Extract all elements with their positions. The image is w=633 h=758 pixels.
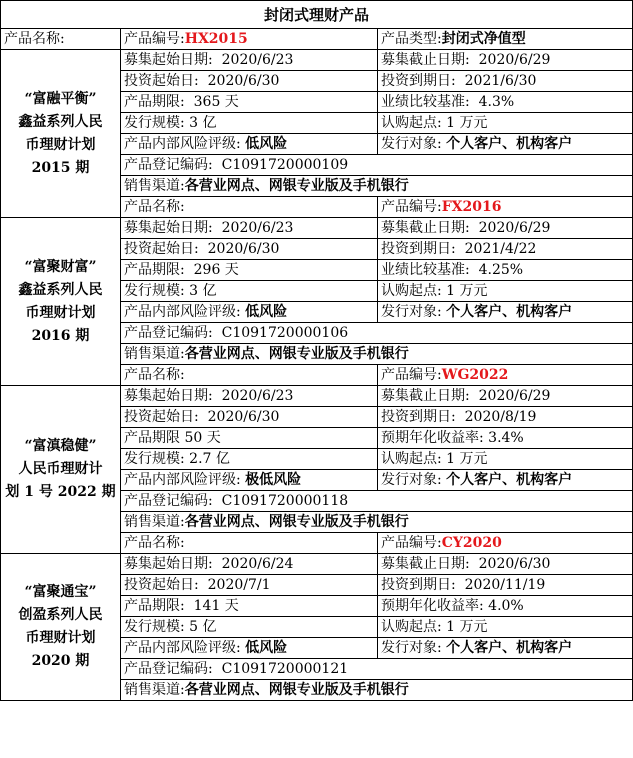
raise-start-label: 募集起始日期: xyxy=(124,52,213,68)
raise-start-date: 2020/6/23 xyxy=(221,220,294,236)
product-code-cell xyxy=(378,197,633,218)
min-purchase-value: 1 万元 xyxy=(446,115,488,131)
product-name-line: 鑫益系列人民 xyxy=(18,281,103,298)
invest-end-label: 投资到期日: xyxy=(381,577,456,593)
invest-start-date: 2020/6/30 xyxy=(207,241,280,257)
yield-label: 业绩比较基准: xyxy=(381,94,470,110)
raise-start-label: 募集起始日期: xyxy=(124,220,213,236)
channel-label: 销售渠道: xyxy=(124,346,185,362)
term-cell xyxy=(121,92,378,113)
register-code-label: 产品登记编码: xyxy=(124,325,213,341)
invest-start-cell xyxy=(121,407,378,428)
raise-end-cell xyxy=(378,554,633,575)
term-label: 产品期限: xyxy=(124,262,185,278)
product-name-line: “富融平衡” xyxy=(24,90,97,107)
register-code-value: C1091720000109 xyxy=(221,157,349,173)
scale-label: 发行规模: xyxy=(124,451,185,467)
channel-cell xyxy=(121,176,633,197)
register-code-cell xyxy=(121,659,633,680)
investors-value: 个人客户、机构客户 xyxy=(446,472,573,488)
risk-cell xyxy=(121,302,378,323)
yield-label: 业绩比较基准: xyxy=(381,262,470,278)
term-value: 141 天 xyxy=(193,598,239,614)
product-code-label: 产品编号: xyxy=(124,31,185,47)
product-name-line: “富聚财富” xyxy=(24,258,97,275)
min-purchase-label: 认购起点: xyxy=(381,115,442,131)
raise-start-cell xyxy=(121,386,378,407)
product-name xyxy=(1,554,121,701)
register-code-value: C1091720000121 xyxy=(221,661,349,677)
min-purchase-cell xyxy=(378,449,633,470)
raise-start-label: 募集起始日期: xyxy=(124,556,213,572)
raise-start-date: 2020/6/23 xyxy=(221,52,294,68)
scale-label: 发行规模: xyxy=(124,619,185,635)
risk-label: 产品内部风险评级: xyxy=(124,640,241,656)
invest-start-date: 2020/7/1 xyxy=(207,577,271,593)
register-code-cell xyxy=(121,491,633,512)
invest-start-label: 投资起始日: xyxy=(124,409,199,425)
product-name-line: 币理财计划 xyxy=(25,136,96,153)
product-type-label: 产品类型: xyxy=(381,31,442,47)
min-purchase-cell xyxy=(378,617,633,638)
title-row xyxy=(1,1,633,29)
product-name-line: 币理财计划 xyxy=(25,630,96,646)
register-code-cell xyxy=(121,323,633,344)
raise-start-cell xyxy=(121,218,378,239)
invest-start-date: 2020/6/30 xyxy=(207,409,280,425)
min-purchase-label: 认购起点: xyxy=(381,619,442,635)
yield-value: 4.0% xyxy=(488,598,524,614)
invest-end-label: 投资到期日: xyxy=(381,73,456,89)
investors-cell xyxy=(378,134,633,155)
scale-cell xyxy=(121,281,378,302)
product-detail-row xyxy=(1,386,633,407)
invest-end-cell xyxy=(378,239,633,260)
channel-value: 各营业网点、网银专业版及手机银行 xyxy=(184,346,409,362)
invest-end-date: 2021/6/30 xyxy=(464,73,537,89)
product-name xyxy=(1,386,121,554)
raise-start-date: 2020/6/24 xyxy=(221,556,294,572)
register-code-cell xyxy=(121,155,633,176)
yield-value: 3.4% xyxy=(488,430,524,446)
risk-cell xyxy=(121,134,378,155)
min-purchase-value: 1 万元 xyxy=(446,619,488,635)
investors-label: 发行对象: xyxy=(381,304,442,320)
investors-label: 发行对象: xyxy=(381,472,442,488)
raise-end-date: 2020/6/30 xyxy=(478,556,551,572)
product-code-label: 产品编号: xyxy=(381,367,442,383)
term-label: 产品期限: xyxy=(124,94,185,110)
product-name-line: 2015 期 xyxy=(31,159,90,176)
raise-start-cell xyxy=(121,554,378,575)
investors-label: 发行对象: xyxy=(381,640,442,656)
product-code: HX2015 xyxy=(184,31,248,47)
product-header-row xyxy=(1,29,633,50)
raise-start-date: 2020/6/23 xyxy=(221,388,294,404)
min-purchase-cell xyxy=(378,281,633,302)
term-value: 365 天 xyxy=(193,94,239,110)
product-name-line: “富聚通宝” xyxy=(24,584,97,600)
table-title: 封闭式理财产品 xyxy=(1,1,633,29)
product-name xyxy=(1,218,121,386)
product-code: FX2016 xyxy=(441,199,502,215)
product-name-line: “富滇稳健” xyxy=(24,438,97,454)
raise-end-date: 2020/6/29 xyxy=(478,220,551,236)
risk-value: 低风险 xyxy=(245,304,288,320)
channel-value: 各营业网点、网银专业版及手机银行 xyxy=(184,682,409,698)
scale-cell xyxy=(121,617,378,638)
risk-value: 低风险 xyxy=(245,640,288,656)
raise-start-label: 募集起始日期: xyxy=(124,388,213,404)
register-code-label: 产品登记编码: xyxy=(124,661,213,677)
yield-label: 预期年化收益率: xyxy=(381,430,484,446)
min-purchase-label: 认购起点: xyxy=(381,451,442,467)
risk-label: 产品内部风险评级: xyxy=(124,472,241,488)
product-type: 封闭式净值型 xyxy=(441,31,526,47)
product-code-cell xyxy=(121,29,378,50)
product-code-label: 产品编号: xyxy=(381,535,442,551)
invest-start-cell xyxy=(121,239,378,260)
yield-cell xyxy=(378,428,633,449)
product-name-line: 人民币理财计 xyxy=(18,461,103,477)
risk-cell xyxy=(121,470,378,491)
product-name xyxy=(1,50,121,218)
product-name-label: 产品名称: xyxy=(121,533,378,554)
term-value: 296 天 xyxy=(193,262,239,278)
risk-value: 极低风险 xyxy=(245,472,302,488)
channel-value: 各营业网点、网银专业版及手机银行 xyxy=(184,514,409,530)
scale-cell xyxy=(121,449,378,470)
risk-label: 产品内部风险评级: xyxy=(124,136,241,152)
scale-cell xyxy=(121,113,378,134)
register-code-label: 产品登记编码: xyxy=(124,157,213,173)
scale-label: 发行规模: xyxy=(124,115,185,131)
product-detail-row xyxy=(1,554,633,575)
term-cell xyxy=(121,596,378,617)
invest-start-label: 投资起始日: xyxy=(124,73,199,89)
min-purchase-label: 认购起点: xyxy=(381,283,442,299)
product-code-label: 产品编号: xyxy=(381,199,442,215)
channel-cell xyxy=(121,512,633,533)
yield-cell xyxy=(378,596,633,617)
investors-cell xyxy=(378,638,633,659)
invest-end-cell xyxy=(378,71,633,92)
channel-label: 销售渠道: xyxy=(124,178,185,194)
product-code: WG2022 xyxy=(441,367,509,383)
yield-value: 4.25% xyxy=(478,262,524,278)
invest-start-date: 2020/6/30 xyxy=(207,73,280,89)
raise-end-label: 募集截止日期: xyxy=(381,220,470,236)
register-code-value: C1091720000106 xyxy=(221,325,349,341)
term-cell xyxy=(121,428,378,449)
scale-value: 2.7 亿 xyxy=(189,451,230,467)
min-purchase-value: 1 万元 xyxy=(446,283,488,299)
channel-value: 各营业网点、网银专业版及手机银行 xyxy=(184,178,409,194)
product-name-label: 产品名称: xyxy=(121,365,378,386)
min-purchase-value: 1 万元 xyxy=(446,451,488,467)
term-value: 50 天 xyxy=(184,430,221,446)
scale-label: 发行规模: xyxy=(124,283,185,299)
investors-cell xyxy=(378,302,633,323)
term-label: 产品期限 xyxy=(124,430,180,446)
investors-label: 发行对象: xyxy=(381,136,442,152)
yield-value: 4.3% xyxy=(478,94,515,110)
raise-end-label: 募集截止日期: xyxy=(381,52,470,68)
min-purchase-cell xyxy=(378,113,633,134)
channel-label: 销售渠道: xyxy=(124,682,185,698)
product-detail-row xyxy=(1,218,633,239)
invest-end-label: 投资到期日: xyxy=(381,241,456,257)
invest-start-label: 投资起始日: xyxy=(124,577,199,593)
risk-cell xyxy=(121,638,378,659)
invest-end-date: 2020/8/19 xyxy=(464,409,537,425)
scale-value: 5 亿 xyxy=(189,619,217,635)
invest-start-cell xyxy=(121,71,378,92)
product-detail-row xyxy=(1,50,633,71)
register-code-label: 产品登记编码: xyxy=(124,493,213,509)
channel-cell xyxy=(121,680,633,701)
product-name-line: 币理财计划 xyxy=(25,304,96,321)
raise-end-cell xyxy=(378,386,633,407)
raise-end-cell xyxy=(378,218,633,239)
invest-start-label: 投资起始日: xyxy=(124,241,199,257)
product-name-line: 划 1 号 2022 期 xyxy=(5,484,116,500)
product-code: CY2020 xyxy=(441,535,502,551)
invest-end-date: 2021/4/22 xyxy=(464,241,537,257)
invest-end-label: 投资到期日: xyxy=(381,409,456,425)
risk-value: 低风险 xyxy=(245,136,288,152)
channel-cell xyxy=(121,344,633,365)
product-code-cell xyxy=(378,365,633,386)
product-name-line: 鑫益系列人民 xyxy=(18,113,103,130)
investors-value: 个人客户、机构客户 xyxy=(446,136,573,152)
investors-value: 个人客户、机构客户 xyxy=(446,640,573,656)
risk-label: 产品内部风险评级: xyxy=(124,304,241,320)
yield-label: 预期年化收益率: xyxy=(381,598,484,614)
register-code-value: C1091720000118 xyxy=(221,493,349,509)
invest-end-cell xyxy=(378,575,633,596)
channel-label: 销售渠道: xyxy=(124,514,185,530)
term-label: 产品期限: xyxy=(124,598,185,614)
product-name-label: 产品名称: xyxy=(1,29,121,50)
raise-end-cell xyxy=(378,50,633,71)
invest-end-date: 2020/11/19 xyxy=(464,577,546,593)
invest-start-cell xyxy=(121,575,378,596)
product-name-line: 创盈系列人民 xyxy=(18,607,103,623)
raise-end-label: 募集截止日期: xyxy=(381,388,470,404)
investors-cell xyxy=(378,470,633,491)
scale-value: 3 亿 xyxy=(189,283,217,299)
yield-cell xyxy=(378,92,633,113)
product-code-cell xyxy=(378,533,633,554)
raise-end-date: 2020/6/29 xyxy=(478,388,551,404)
raise-end-date: 2020/6/29 xyxy=(478,52,551,68)
invest-end-cell xyxy=(378,407,633,428)
raise-start-cell xyxy=(121,50,378,71)
product-name-line: 2016 期 xyxy=(31,327,90,344)
product-type-cell xyxy=(378,29,633,50)
product-name-line: 2020 期 xyxy=(31,653,90,669)
raise-end-label: 募集截止日期: xyxy=(381,556,470,572)
product-name-label: 产品名称: xyxy=(121,197,378,218)
term-cell xyxy=(121,260,378,281)
yield-cell xyxy=(378,260,633,281)
investors-value: 个人客户、机构客户 xyxy=(446,304,573,320)
scale-value: 3 亿 xyxy=(189,115,217,131)
